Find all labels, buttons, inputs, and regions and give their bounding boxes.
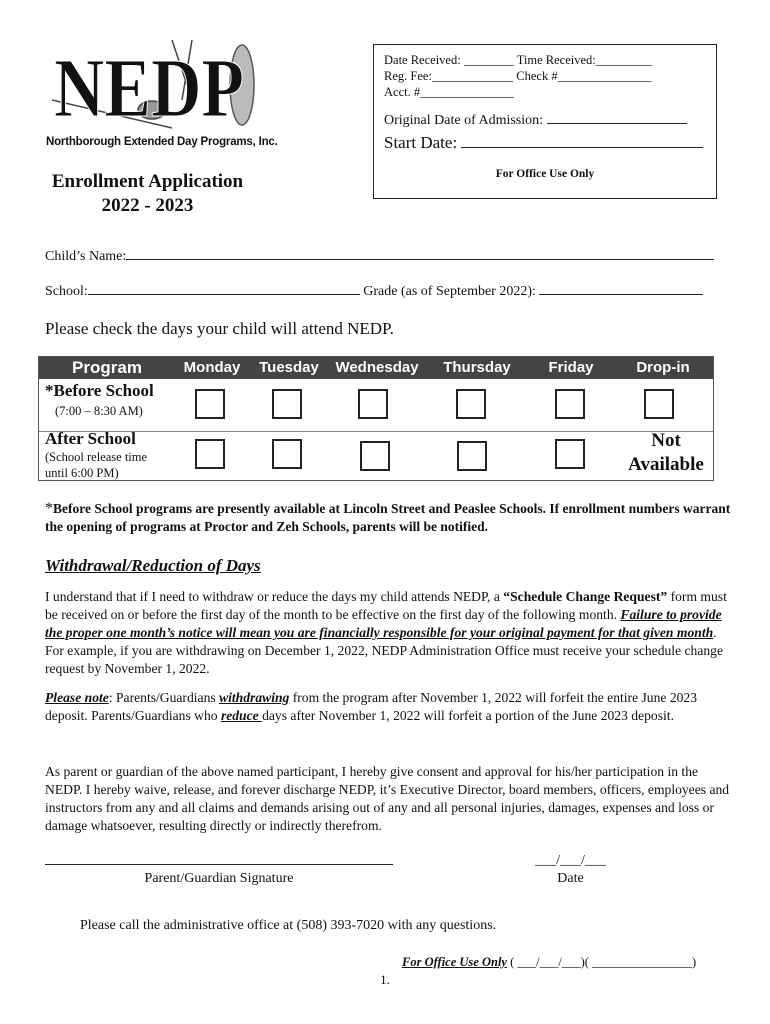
checkbox-before-wednesday[interactable] [358,389,388,419]
grade-label: Grade (as of September 2022): [363,284,536,299]
please-note-text-2: from the program after November 1, 2022 will forfeit the entire June 2023 deposit. Parents/Guardians who [45,690,698,723]
header-wednesday: Wednesday [335,359,419,376]
table-header [39,357,713,379]
consent-paragraph: As parent or guardian of the above named participant, I hereby give consent and approval for his/her participation in the NEDP. I hereby waive, release, and forever discharge NEDP, it’s Executive Director, board members, officers, employees and instructors from any and all claims and demands arising out of any and all personal injuries, damages, expenses and loss or damage whatsoever, resulting directly or indirectly therefrom. [45,764,730,833]
checkbox-before-tuesday[interactable] [272,389,302,419]
schedule-change-request-term: “Schedule Change Request” [503,589,668,604]
page-number: 1. [380,972,390,987]
start-date-field[interactable] [461,147,703,148]
logo-letters: NEDP [54,42,244,130]
financial-responsibility-warning: Failure to provide the proper one month’s notice will mean you are financially responsible for your original payment for that given month [45,607,722,640]
reg-fee-line: Reg. Fee:_____________ Check #_______________ [384,69,652,83]
checkbox-after-wednesday[interactable] [360,441,390,471]
school-field[interactable] [88,294,360,295]
please-note-label: Please note [45,690,109,705]
header-drop-in: Drop-in [636,359,690,376]
row-after-school-label: After School [45,429,136,448]
drop-in-not-available [621,429,711,477]
org-name: Northborough Extended Day Programs, Inc. [46,136,278,148]
office-use-footer [402,955,696,970]
header-program: Program [72,358,142,377]
reduce-term: reduce [220,708,263,723]
checkbox-after-thursday[interactable] [457,441,487,471]
original-date-label: Original Date of Admission: [384,113,544,128]
withdrawal-heading: Withdrawal/Reduction of Days [45,556,261,575]
row-divider [39,431,713,432]
please-note-text-3: days after November 1, 2022 will forfeit a portion of the June 2023 deposit. [262,708,674,723]
nedp-logo [52,40,262,130]
not-available-line-2: Available [628,454,704,475]
signature-label: Parent/Guardian Signature [144,871,294,886]
checkbox-after-tuesday[interactable] [272,439,302,469]
note-text: Before School programs are presently available at Lincoln Street and Peaslee Schools. If enrollment numbers warrant the opening of programs at Proctor and Zeh Schools, parents will be notified. [45,501,731,534]
checkbox-before-friday[interactable] [555,389,585,419]
withdrawing-term: withdrawing [219,690,290,705]
please-note-paragraph [45,689,735,725]
office-box-footer: For Office Use Only [495,168,595,180]
school-label: School: [45,284,88,299]
date-received-line: Date Received: ________ Time Received:_________ [384,53,653,67]
row-after-school-time-2: until 6:00 PM) [45,466,119,480]
original-date-row [384,113,687,129]
child-name-row [45,249,714,265]
row-before-school-label: *Before School [45,381,154,400]
note-asterisk: * [45,500,53,517]
not-available-line-1: Not [651,430,681,451]
schedule-table [38,356,714,481]
child-name-label: Child’s Name: [45,249,127,264]
checkbox-after-friday[interactable] [555,439,585,469]
office-use-box [373,44,717,199]
title-line-2: 2022 - 2023 [101,195,194,216]
start-date-row [384,133,703,153]
checkbox-after-monday[interactable] [195,439,225,469]
before-school-note [45,500,735,536]
signature-line[interactable] [45,864,393,865]
please-note-text-1: : Parents/Guardians [108,690,220,705]
original-date-field[interactable] [547,123,687,124]
acct-line: Acct. #_______________ [384,85,514,99]
row-after-school-time-1: (School release time [45,450,148,464]
office-use-fields: ( ___/___/___)( ________________) [506,955,697,969]
withdrawal-text-2: form must be received on or before the first day of the month to be effective on the first day of the following month. [45,589,727,622]
withdrawal-example: . For example, if you are withdrawing on December 1, 2022, NEDP Administration Office must receive your schedule change request by November 1, 2022. [45,625,723,676]
header-monday: Monday [183,359,241,376]
checkbox-before-drop-in[interactable] [644,389,674,419]
grade-field[interactable] [539,294,703,295]
days-instruction: Please check the days your child will attend NEDP. [45,319,394,338]
office-use-label: For Office Use Only [402,955,507,969]
signature-date-field[interactable]: ___/___/___ [535,853,606,868]
checkbox-before-thursday[interactable] [456,389,486,419]
header-tuesday: Tuesday [259,359,319,376]
page-title [40,170,255,218]
contact-note: Please call the administrative office at (508) 393-7020 with any questions. [80,918,497,933]
header-thursday: Thursday [443,359,511,376]
school-row [45,284,703,300]
withdrawal-text-1: I understand that if I need to withdraw or reduce the days my child attends NEDP, a [45,589,504,604]
title-line-1: Enrollment Application [51,171,244,192]
header-friday: Friday [548,359,594,376]
start-date-label: Start Date: [384,133,458,152]
child-name-field[interactable] [126,259,714,260]
withdrawal-paragraph [45,588,735,678]
signature-date-label: Date [557,871,584,886]
row-before-school-time: (7:00 – 8:30 AM) [55,404,143,418]
checkbox-before-monday[interactable] [195,389,225,419]
